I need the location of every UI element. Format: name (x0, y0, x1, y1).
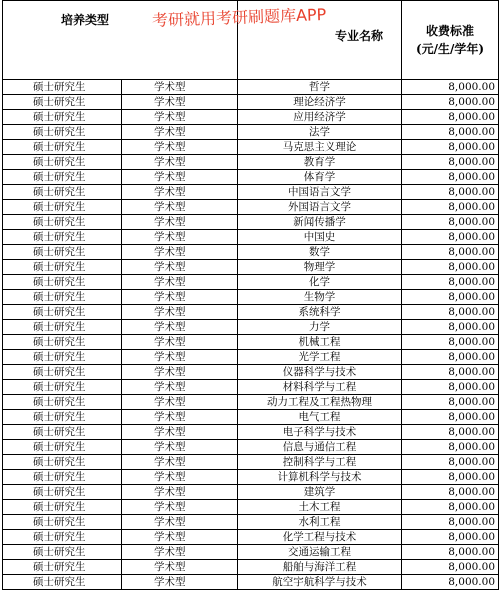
row-major-cell: 信息与通信工程 (238, 440, 402, 455)
row-major-cell: 电气工程 (238, 410, 402, 425)
row-category-cell: 学术型 (122, 560, 238, 575)
row-type-cell: 硕士研究生 (3, 395, 122, 410)
row-fee-cell: 8,000.00 (402, 125, 499, 140)
row-category-cell: 学术型 (122, 125, 238, 140)
row-type-cell: 硕士研究生 (3, 245, 122, 260)
row-type-cell: 硕士研究生 (3, 80, 122, 95)
row-major-cell: 船舶与海洋工程 (238, 560, 402, 575)
row-type-cell: 硕士研究生 (3, 470, 122, 485)
row-major-cell: 教育学 (238, 155, 402, 170)
row-category-cell: 学术型 (122, 500, 238, 515)
row-fee-cell: 8,000.00 (402, 455, 499, 470)
row-category-cell: 学术型 (122, 395, 238, 410)
row-type-cell: 硕士研究生 (3, 155, 122, 170)
row-major-cell: 数学 (238, 245, 402, 260)
row-type-cell: 硕士研究生 (3, 350, 122, 365)
row-fee-cell: 8,000.00 (402, 185, 499, 200)
row-major-cell: 中国语言文学 (238, 185, 402, 200)
row-major-cell: 理论经济学 (238, 95, 402, 110)
row-major-cell: 化学工程与技术 (238, 530, 402, 545)
row-type-cell: 硕士研究生 (3, 425, 122, 440)
table-row (3, 395, 499, 410)
table-row (3, 425, 499, 440)
row-category-cell: 学术型 (122, 290, 238, 305)
row-category-cell: 学术型 (122, 350, 238, 365)
row-category-cell: 学术型 (122, 425, 238, 440)
row-category-cell: 学术型 (122, 575, 238, 590)
row-fee-cell: 8,000.00 (402, 320, 499, 335)
table-row (3, 515, 499, 530)
row-type-cell: 硕士研究生 (3, 305, 122, 320)
row-fee-cell: 8,000.00 (402, 290, 499, 305)
row-category-cell: 学术型 (122, 185, 238, 200)
row-category-cell: 学术型 (122, 95, 238, 110)
row-major-cell: 体育学 (238, 170, 402, 185)
row-fee-cell: 8,000.00 (402, 305, 499, 320)
table-row (3, 500, 499, 515)
table-row (3, 80, 499, 95)
table-row (3, 350, 499, 365)
row-category-cell: 学术型 (122, 470, 238, 485)
table-row (3, 335, 499, 350)
row-major-cell: 系统科学 (238, 305, 402, 320)
row-type-cell: 硕士研究生 (3, 185, 122, 200)
table-row (3, 290, 499, 305)
row-fee-cell: 8,000.00 (402, 560, 499, 575)
row-category-cell: 学术型 (122, 155, 238, 170)
table-row (3, 560, 499, 575)
row-category-cell: 学术型 (122, 365, 238, 380)
row-major-cell: 光学工程 (238, 350, 402, 365)
row-major-cell: 控制科学与工程 (238, 455, 402, 470)
table-row (3, 365, 499, 380)
row-type-cell: 硕士研究生 (3, 260, 122, 275)
table-row (3, 545, 499, 560)
row-type-cell: 硕士研究生 (3, 410, 122, 425)
row-fee-cell: 8,000.00 (402, 230, 499, 245)
row-category-cell: 学术型 (122, 140, 238, 155)
row-category-cell: 学术型 (122, 515, 238, 530)
table-row (3, 305, 499, 320)
row-major-cell: 电子科学与技术 (238, 425, 402, 440)
row-fee-cell: 8,000.00 (402, 215, 499, 230)
header-fee-line1: 收费标准 (426, 24, 475, 38)
row-major-cell: 计算机科学与技术 (238, 470, 402, 485)
row-major-cell: 力学 (238, 320, 402, 335)
row-major-cell: 航空宇航科学与技术 (238, 575, 402, 590)
row-major-cell: 土木工程 (238, 500, 402, 515)
table-row (3, 215, 499, 230)
table-row (3, 320, 499, 335)
table-row (3, 170, 499, 185)
row-fee-cell: 8,000.00 (402, 155, 499, 170)
row-major-cell: 建筑学 (238, 485, 402, 500)
table-row (3, 455, 499, 470)
table-row (3, 155, 499, 170)
row-fee-cell: 8,000.00 (402, 425, 499, 440)
row-major-cell: 交通运输工程 (238, 545, 402, 560)
row-fee-cell: 8,000.00 (402, 485, 499, 500)
header-fee (402, 1, 499, 80)
row-category-cell: 学术型 (122, 335, 238, 350)
row-type-cell: 硕士研究生 (3, 200, 122, 215)
row-major-cell: 法学 (238, 125, 402, 140)
row-fee-cell: 8,000.00 (402, 200, 499, 215)
row-major-cell: 生物学 (238, 290, 402, 305)
row-type-cell: 硕士研究生 (3, 455, 122, 470)
row-fee-cell: 8,000.00 (402, 380, 499, 395)
row-major-cell: 动力工程及工程热物理 (238, 395, 402, 410)
row-major-cell: 化学 (238, 275, 402, 290)
table-row (3, 245, 499, 260)
row-fee-cell: 8,000.00 (402, 350, 499, 365)
row-fee-cell: 8,000.00 (402, 470, 499, 485)
row-category-cell: 学术型 (122, 530, 238, 545)
row-major-cell: 物理学 (238, 260, 402, 275)
row-major-cell: 外国语言文学 (238, 200, 402, 215)
row-fee-cell: 8,000.00 (402, 395, 499, 410)
table-row (3, 200, 499, 215)
row-fee-cell: 8,000.00 (402, 260, 499, 275)
row-category-cell: 学术型 (122, 305, 238, 320)
row-category-cell: 学术型 (122, 110, 238, 125)
row-category-cell: 学术型 (122, 440, 238, 455)
header-type: 培养类型 (3, 1, 238, 80)
row-fee-cell: 8,000.00 (402, 95, 499, 110)
row-fee-cell: 8,000.00 (402, 110, 499, 125)
header-fee-line2: (元/生/学年) (415, 42, 485, 56)
row-fee-cell: 8,000.00 (402, 275, 499, 290)
row-type-cell: 硕士研究生 (3, 380, 122, 395)
row-category-cell: 学术型 (122, 485, 238, 500)
row-fee-cell: 8,000.00 (402, 515, 499, 530)
row-fee-cell: 8,000.00 (402, 500, 499, 515)
row-type-cell: 硕士研究生 (3, 545, 122, 560)
row-category-cell: 学术型 (122, 320, 238, 335)
row-major-cell: 材料科学与工程 (238, 380, 402, 395)
table-row (3, 380, 499, 395)
table-row (3, 275, 499, 290)
row-category-cell: 学术型 (122, 170, 238, 185)
row-fee-cell: 8,000.00 (402, 245, 499, 260)
row-type-cell: 硕士研究生 (3, 575, 122, 590)
table-row (3, 185, 499, 200)
row-fee-cell: 8,000.00 (402, 365, 499, 380)
table-row (3, 440, 499, 455)
row-type-cell: 硕士研究生 (3, 110, 122, 125)
row-fee-cell: 8,000.00 (402, 410, 499, 425)
row-type-cell: 硕士研究生 (3, 290, 122, 305)
row-type-cell: 硕士研究生 (3, 320, 122, 335)
table-row (3, 410, 499, 425)
row-type-cell: 硕士研究生 (3, 530, 122, 545)
row-type-cell: 硕士研究生 (3, 140, 122, 155)
row-category-cell: 学术型 (122, 260, 238, 275)
row-category-cell: 学术型 (122, 380, 238, 395)
row-major-cell: 中国史 (238, 230, 402, 245)
row-type-cell: 硕士研究生 (3, 215, 122, 230)
row-type-cell: 硕士研究生 (3, 500, 122, 515)
row-type-cell: 硕士研究生 (3, 170, 122, 185)
row-category-cell: 学术型 (122, 455, 238, 470)
row-category-cell: 学术型 (122, 230, 238, 245)
row-category-cell: 学术型 (122, 80, 238, 95)
row-category-cell: 学术型 (122, 245, 238, 260)
row-fee-cell: 8,000.00 (402, 575, 499, 590)
table-row (3, 470, 499, 485)
header-major: 专业名称 (238, 1, 402, 80)
watermark-text: 考研就用考研刷题库APP (151, 4, 327, 31)
row-type-cell: 硕士研究生 (3, 95, 122, 110)
row-fee-cell: 8,000.00 (402, 80, 499, 95)
row-fee-cell: 8,000.00 (402, 170, 499, 185)
row-type-cell: 硕士研究生 (3, 335, 122, 350)
row-major-cell: 应用经济学 (238, 110, 402, 125)
table-row (3, 125, 499, 140)
row-fee-cell: 8,000.00 (402, 530, 499, 545)
row-major-cell: 仪器科学与技术 (238, 365, 402, 380)
row-major-cell: 哲学 (238, 80, 402, 95)
row-fee-cell: 8,000.00 (402, 545, 499, 560)
table-row (3, 110, 499, 125)
table-body (3, 80, 499, 590)
table-row (3, 260, 499, 275)
row-fee-cell: 8,000.00 (402, 335, 499, 350)
row-type-cell: 硕士研究生 (3, 365, 122, 380)
row-type-cell: 硕士研究生 (3, 440, 122, 455)
row-type-cell: 硕士研究生 (3, 560, 122, 575)
row-major-cell: 机械工程 (238, 335, 402, 350)
table-row (3, 575, 499, 590)
row-major-cell: 新闻传播学 (238, 215, 402, 230)
row-type-cell: 硕士研究生 (3, 275, 122, 290)
row-type-cell: 硕士研究生 (3, 485, 122, 500)
fee-table (2, 0, 499, 590)
table-row (3, 485, 499, 500)
table-row (3, 95, 499, 110)
row-fee-cell: 8,000.00 (402, 440, 499, 455)
row-type-cell: 硕士研究生 (3, 125, 122, 140)
row-category-cell: 学术型 (122, 410, 238, 425)
table-row (3, 530, 499, 545)
row-type-cell: 硕士研究生 (3, 515, 122, 530)
row-category-cell: 学术型 (122, 545, 238, 560)
row-major-cell: 马克思主义理论 (238, 140, 402, 155)
table-row (3, 140, 499, 155)
row-category-cell: 学术型 (122, 275, 238, 290)
row-major-cell: 水利工程 (238, 515, 402, 530)
row-type-cell: 硕士研究生 (3, 230, 122, 245)
row-category-cell: 学术型 (122, 200, 238, 215)
row-fee-cell: 8,000.00 (402, 140, 499, 155)
table-row (3, 230, 499, 245)
row-category-cell: 学术型 (122, 215, 238, 230)
